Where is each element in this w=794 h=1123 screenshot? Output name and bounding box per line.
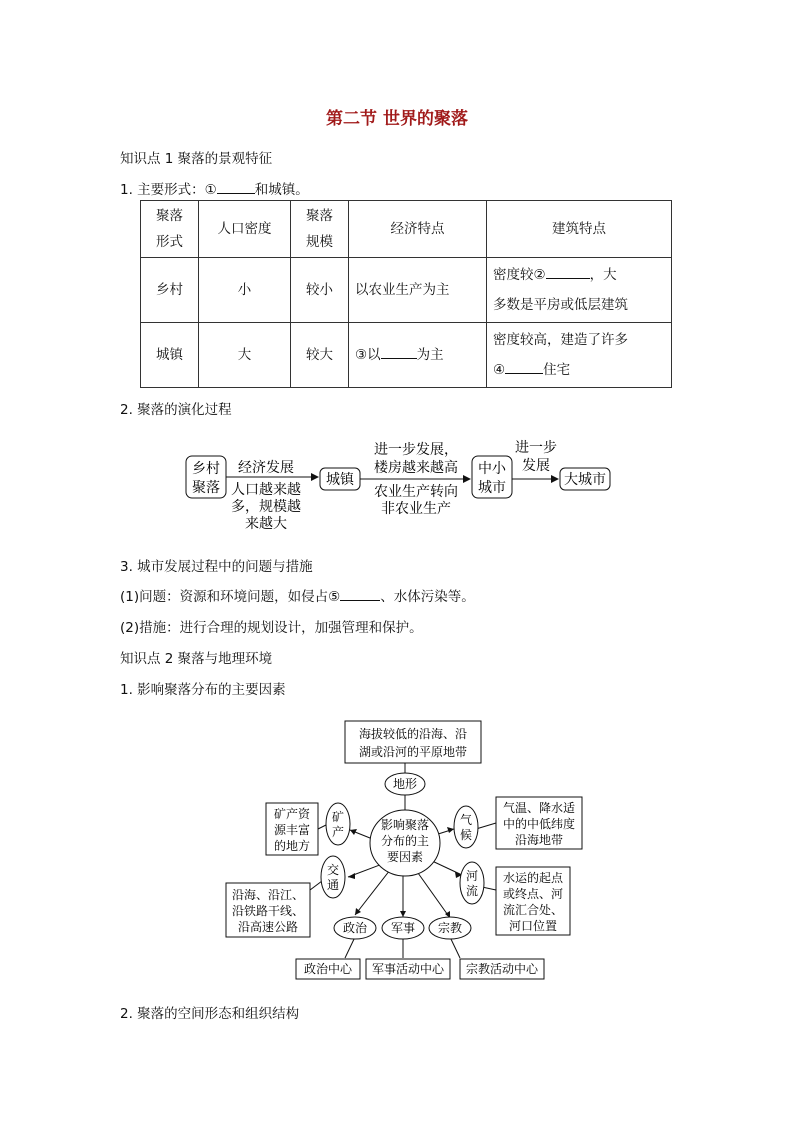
- box-rural-settlement: [186, 456, 226, 498]
- box-mineral: [266, 803, 318, 855]
- box-big-city: [560, 468, 610, 490]
- node-climate: [454, 806, 478, 848]
- svg-text:沿海、沿江、: 沿海、沿江、: [231, 888, 305, 902]
- svg-text:影响聚落: 影响聚落: [380, 818, 430, 832]
- item-evolution-heading: 2. 聚落的演化过程: [120, 402, 232, 418]
- svg-text:聚落: 聚落: [192, 480, 220, 496]
- svg-text:河: 河: [465, 869, 479, 883]
- factors-diagram: [220, 715, 590, 985]
- cell-density: 大: [199, 323, 291, 388]
- cell-density: 小: [199, 258, 291, 323]
- arrow-3-top-label-1: 进一步: [515, 440, 557, 456]
- center-node: [370, 810, 440, 876]
- header-economy: 经济特点: [349, 201, 487, 258]
- cell-economy: ③以 为主: [349, 323, 487, 388]
- svg-text:沿高速公路: 沿高速公路: [237, 920, 299, 934]
- svg-text:通: 通: [326, 878, 340, 892]
- svg-text:候: 候: [459, 828, 473, 842]
- header-architecture: 建筑特点: [487, 201, 672, 258]
- svg-text:政治中心: 政治中心: [303, 962, 353, 976]
- arrow-2-top-label-2: 楼房越来越高: [374, 460, 458, 476]
- arrow-1-bottom-label-3: 来越大: [245, 516, 287, 532]
- cell-scale: 较大: [291, 323, 349, 388]
- arrow-2-top-label-1: 进一步发展，: [374, 442, 458, 458]
- blank-3: [381, 345, 417, 359]
- header-form: 聚落 形式: [141, 201, 199, 258]
- box-climate: [496, 797, 582, 849]
- svg-text:中的中低纬度: 中的中低纬度: [502, 817, 576, 831]
- header-scale: 聚落 规模: [291, 201, 349, 258]
- table-row: [141, 258, 672, 323]
- svg-text:水运的起点: 水运的起点: [502, 871, 564, 885]
- node-terrain: [385, 773, 425, 795]
- svg-text:宗教活动中心: 宗教活动中心: [465, 962, 539, 976]
- svg-text:分布的主: 分布的主: [380, 834, 430, 848]
- svg-text:大城市: 大城市: [564, 472, 606, 488]
- svg-text:河口位置: 河口位置: [508, 919, 558, 933]
- node-military: [382, 917, 424, 939]
- item-main-forms: [120, 178, 309, 198]
- svg-text:要因素: 要因素: [386, 850, 424, 864]
- box-transport: [226, 883, 310, 937]
- box-politics: [296, 959, 360, 979]
- arrow-3-top-label-2: 发展: [522, 458, 550, 474]
- measures-line: (2)措施：进行合理的规划设计，加强管理和保护。: [120, 620, 423, 636]
- node-politics: [334, 917, 376, 939]
- svg-text:矿产资: 矿产资: [273, 807, 311, 821]
- arrow-2-bottom-label-2: 非农业生产: [381, 501, 451, 517]
- table-row: [141, 323, 672, 388]
- arrow-1-top-label: 经济发展: [238, 460, 294, 476]
- svg-text:流汇合处、: 流汇合处、: [502, 903, 564, 917]
- item-factors-heading: 1. 影响聚落分布的主要因素: [120, 682, 286, 698]
- box-town: [320, 468, 360, 490]
- svg-text:军事活动中心: 军事活动中心: [371, 962, 445, 976]
- settlement-features-table: [140, 200, 672, 388]
- arrow-1-bottom-label-2: 多，规模越: [231, 499, 301, 515]
- svg-text:源丰富: 源丰富: [273, 823, 311, 837]
- svg-text:或终点、河: 或终点、河: [502, 887, 564, 901]
- box-religion: [460, 959, 544, 979]
- svg-text:城市: 城市: [478, 480, 506, 496]
- svg-text:产: 产: [331, 825, 345, 839]
- svg-text:沿海地带: 沿海地带: [514, 833, 564, 847]
- knowledge-point-2-heading: 知识点 2 聚落与地理环境: [120, 651, 273, 667]
- problems-line: (1)问题：资源和环境问题，如侵占⑤ 、水体污染等。: [120, 589, 475, 605]
- svg-text:沿铁路干线、: 沿铁路干线、: [231, 904, 305, 918]
- page-title: 第二节 世界的聚落: [326, 109, 468, 129]
- cell-form: 城镇: [141, 323, 199, 388]
- node-river: [460, 862, 484, 904]
- svg-text:流: 流: [465, 884, 479, 898]
- node-mineral: [326, 803, 350, 845]
- svg-text:乡村: 乡村: [192, 461, 220, 477]
- evolution-diagram: [180, 432, 620, 542]
- svg-text:气温、降水适: 气温、降水适: [502, 801, 576, 815]
- item-spatial-form-heading: 2. 聚落的空间形态和组织结构: [120, 1006, 300, 1022]
- item-main-forms-suffix: 和城镇。: [254, 182, 309, 198]
- blank-4: [505, 360, 543, 374]
- box-terrain: [345, 721, 481, 763]
- knowledge-point-1-heading: 知识点 1 聚落的景观特征: [120, 151, 273, 167]
- node-religion: [429, 917, 471, 939]
- svg-text:中小: 中小: [478, 461, 506, 477]
- arrow-1-bottom-label-1: 人口越来越: [231, 482, 301, 498]
- item-main-forms-prefix: 1. 主要形式：①: [120, 182, 217, 198]
- svg-text:城镇: 城镇: [326, 472, 354, 488]
- box-small-city: [472, 456, 512, 498]
- svg-text:气: 气: [459, 813, 473, 827]
- svg-text:军事: 军事: [390, 921, 416, 935]
- box-military: [366, 959, 450, 979]
- svg-text:的地方: 的地方: [273, 839, 311, 853]
- cell-form: 乡村: [141, 258, 199, 323]
- svg-text:政治: 政治: [342, 921, 368, 935]
- svg-text:湖或沿河的平原地带: 湖或沿河的平原地带: [358, 745, 468, 759]
- blank-1: [217, 180, 255, 194]
- cell-architecture: 密度较② ，大 多数是平房或低层建筑: [487, 258, 672, 323]
- svg-text:矿: 矿: [331, 810, 345, 824]
- svg-text:交: 交: [326, 863, 340, 877]
- header-density: 人口密度: [199, 201, 291, 258]
- svg-text:地形: 地形: [392, 777, 418, 791]
- item-problems-heading: 3. 城市发展过程中的问题与措施: [120, 559, 313, 575]
- box-river: [496, 867, 570, 935]
- cell-architecture: 密度较高，建造了许多 ④ 住宅: [487, 323, 672, 388]
- cell-economy: 以农业生产为主: [349, 258, 487, 323]
- node-transport: [321, 856, 345, 898]
- svg-text:海拔较低的沿海、沿: 海拔较低的沿海、沿: [358, 727, 468, 741]
- blank-2: [546, 265, 590, 279]
- cell-scale: 较小: [291, 258, 349, 323]
- arrow-2-bottom-label-1: 农业生产转向: [374, 484, 458, 500]
- table-header-row: [141, 201, 672, 258]
- blank-5: [340, 587, 380, 601]
- svg-text:宗教: 宗教: [437, 921, 463, 935]
